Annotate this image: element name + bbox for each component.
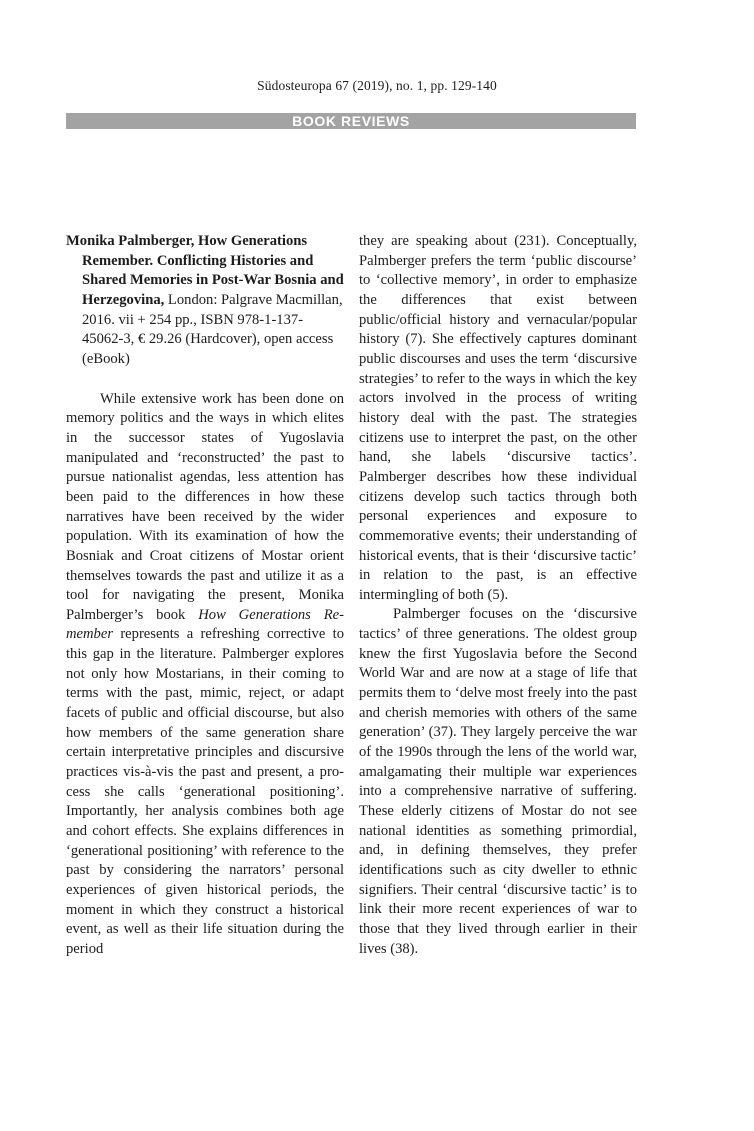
book-title-italic: How Generations Remember bbox=[66, 606, 344, 643]
right-column bbox=[359, 232, 637, 959]
paragraph-2: they are speaking about (231). Conceptually, Palmberger prefers the term ‘public discourse’ to ‘collective memory’, in order to emphasize the differences that exist between public/official history and vernacular/popular history (7). She effectively captures dominant public discourses and uses the term ‘discursive strategies’ to refer to the ways in which the key actors involved in the process of writing history deal with the past. The strategies citizens use to interpret the past, on the other hand, she labels ‘discursive tactics’. Palmberger describes how these individual citizens develop such tactics through both personal experiences and exposure to commemorative events; their understanding of historical events, that is their ‘discursive tactic’ in relation to the past, is an effective intermingling of both (5). bbox=[359, 233, 637, 603]
section-banner: BOOK REVIEWS bbox=[66, 113, 636, 129]
book-citation bbox=[66, 232, 344, 370]
paragraph-3: Palmberger focuses on the ‘discursive tactics’ of three generations. The oldest group knew the first Yugoslavia before the Second World War and are now at a stage of life that permits them to ‘delve most freely into the past and cherish memories with others of the same generation’ (37). They largely perceive the war of the 1990s through the lens of the world war, amalgamating their multiple war experiences into a comprehensive narrative of suffering. These elderly citizens of Mostar do not see national identities as something primordial, and, in defining themselves, they prefer identifications such as city dweller to ethnic signifiers. Their central ‘discursive tactic’ is to link their more recent experiences of war to those that they lived through earlier in their lives (38). bbox=[359, 606, 637, 957]
citation-title: Monika Palmberger, How Generations Remember. Conflicting Histories and Shared Memories in Post-War Bosnia and Herzegovina, bbox=[66, 233, 344, 308]
paragraph-1 bbox=[66, 390, 344, 960]
journal-header: Südosteuropa 67 (2019), no. 1, pp. 129-140 bbox=[257, 78, 497, 93]
paragraph-1-part-a: While extensive work has been done on memory politics and the ways in which elites in the successor states of Yugoslavia manipulated and ‘reconstructed’ the past to pursue nationalist agendas, less attention has been paid to the differences in how these narratives have been received by the wider population. With its examination of how the Bosniak and Croat citizens of Mostar orient themselves towards the past and utilize it as a tool for navigating the present, Monika Palmberger’s book bbox=[66, 390, 344, 623]
citation-details: London: Palgrave Macmillan, 2016. vii + 254 pp., ISBN 978-1-137-45062-3, € 29.26 (Hardcover), open access (eBook) bbox=[82, 291, 343, 367]
left-column bbox=[66, 232, 344, 960]
paragraph-1-part-b: represents a refreshing corrective to this gap in the literature. Palmberger explores not only how Mostarians, in their coming to terms with the past, mimic, reject, or adapt facets of public and official discourse, but also how members of the same generation share certain interpretative principles and discursive practices vis-à-vis the past and present, a process she calls ‘generational positioning’. Importantly, her analysis combines both age and cohort effects. She explains differences in ‘generational positioning’ with reference to the past by considering the narrators’ personal experiences of given historical periods, the moment in which they construct a historical event, as well as their life situation during the period bbox=[66, 626, 344, 957]
